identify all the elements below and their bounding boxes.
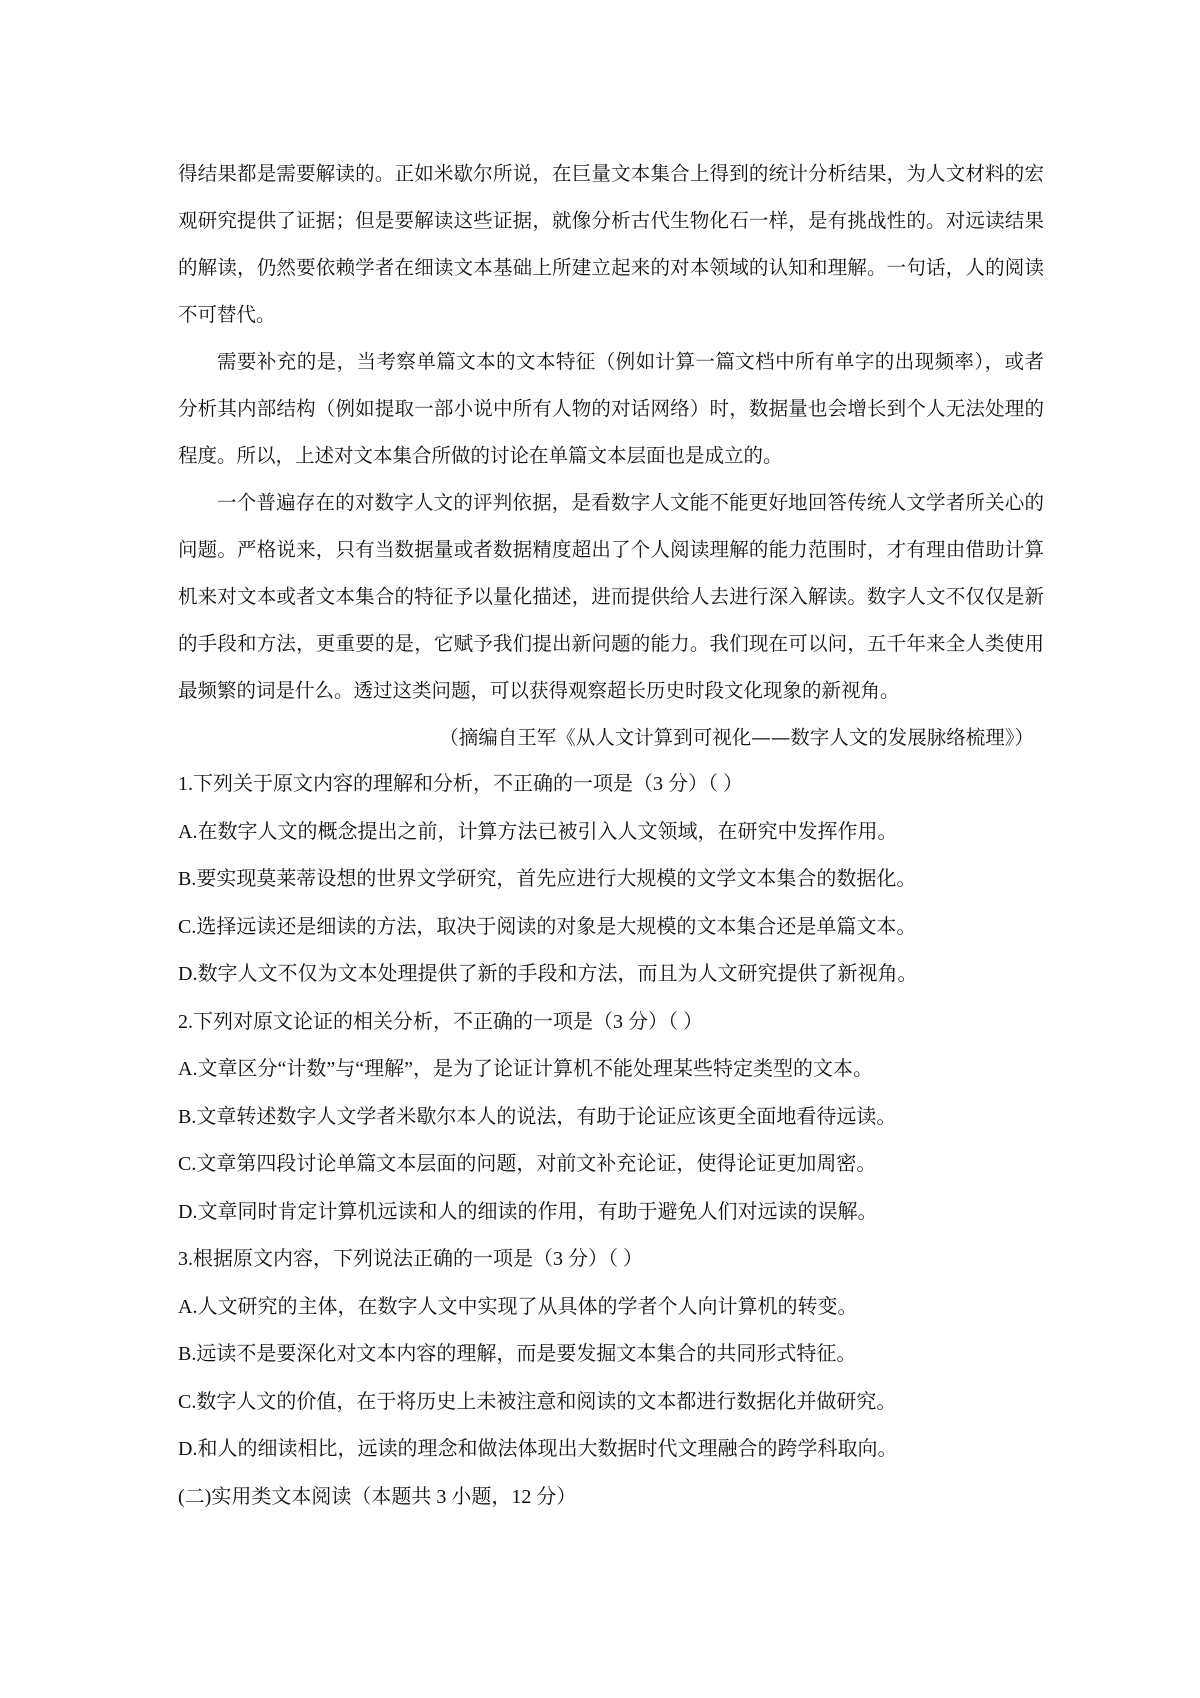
option-c: C.文章第四段讨论单篇文本层面的问题，对前文补充论证，使得论证更加周密。 (178, 1153, 877, 1175)
passage-paragraph-1: 得结果都是需要解读的。正如米歇尔所说，在巨量文本集合上得到的统计分析结果，为人文材料的宏观研究提供了证据；但是要解读这些证据，就像分析古代生物化石一样，是有挑战性的。对远读结果的解读，仍然要依赖学者在细读文本基础上所建立起来的对本领域的认知和理解。一句话，人的阅读不可替代。 (178, 162, 1044, 326)
option-b: B.文章转述数字人文学者米歇尔本人的说法，有助于论证应该更全面地看待远读。 (178, 1105, 897, 1128)
passage-paragraph-3: 一个普遍存在的对数字人文的评判依据，是看数字人文能不能更好地回答传统人文学者所关心的问题。严格说来，只有当数据量或者数据精度超出了个人阅读理解的能力范围时，才有理由借助计算机来对文本或者文本集合的特征予以量化描述，进而提供给人去进行深入解读。数字人文不仅仅是新的手段和方法，更重要的是，它赋予我们提出新问题的能力。我们现在可以问，五千年来全人类使用最频繁的词是什么。透过这类问题，可以获得观察超长历史时段文化现象的新视角。 (178, 491, 1044, 702)
reading-passage (178, 150, 1044, 761)
option-a: A.文章区分“计数”与“理解”，是为了论证计算机不能处理某些特定类型的文本。 (178, 1058, 873, 1080)
question-2 (178, 999, 1044, 1237)
option-b: B.远读不是要深化对文本内容的理解，而是要发掘文本集合的共同形式特征。 (178, 1343, 857, 1365)
question-1 (178, 761, 1044, 999)
question-stem: 2.下列对原文论证的相关分析，不正确的一项是（3 分）（ ） (178, 1010, 703, 1033)
passage-source: （摘编自王军《从人文计算到可视化——数字人文的发展脉络梳理》） (439, 726, 1034, 749)
passage-paragraph-2: 需要补充的是，当考察单篇文本的文本特征（例如计算一篇文档中所有单字的出现频率），或者分析其内部结构（例如提取一部小说中所有人物的对话网络）时，数据量也会增长到个人无法处理的程度。所以，上述对文本集合所做的讨论在单篇文本层面也是成立的。 (178, 350, 1044, 467)
section-heading: (二)实用类文本阅读（本题共 3 小题，12 分） (178, 1485, 577, 1508)
option-a: A.在数字人文的概念提出之前，计算方法已被引入人文领域，在研究中发挥作用。 (178, 820, 898, 843)
option-a: A.人文研究的主体，在数字人文中实现了从具体的学者个人向计算机的转变。 (178, 1295, 858, 1318)
option-d: D.数字人文不仅为文本处理提供了新的手段和方法，而且为人文研究提供了新视角。 (178, 963, 918, 985)
exam-page (178, 150, 1044, 1521)
option-d: D.文章同时肯定计算机远读和人的细读的作用，有助于避免人们对远读的误解。 (178, 1200, 878, 1223)
option-d: D.和人的细读相比，远读的理念和做法体现出大数据时代文理融合的跨学科取向。 (178, 1438, 898, 1460)
question-stem: 3.根据原文内容，下列说法正确的一项是（3 分）（ ） (178, 1248, 643, 1270)
option-b: B.要实现莫莱蒂设想的世界文学研究，首先应进行大规模的文学文本集合的数据化。 (178, 868, 917, 890)
question-3 (178, 1236, 1044, 1474)
option-c: C.数字人文的价值，在于将历史上未被注意和阅读的文本都进行数据化并做研究。 (178, 1390, 897, 1413)
question-stem: 1.下列关于原文内容的理解和分析，不正确的一项是（3 分）（ ） (178, 773, 743, 795)
option-c: C.选择远读还是细读的方法，取决于阅读的对象是大规模的文本集合还是单篇文本。 (178, 915, 917, 938)
